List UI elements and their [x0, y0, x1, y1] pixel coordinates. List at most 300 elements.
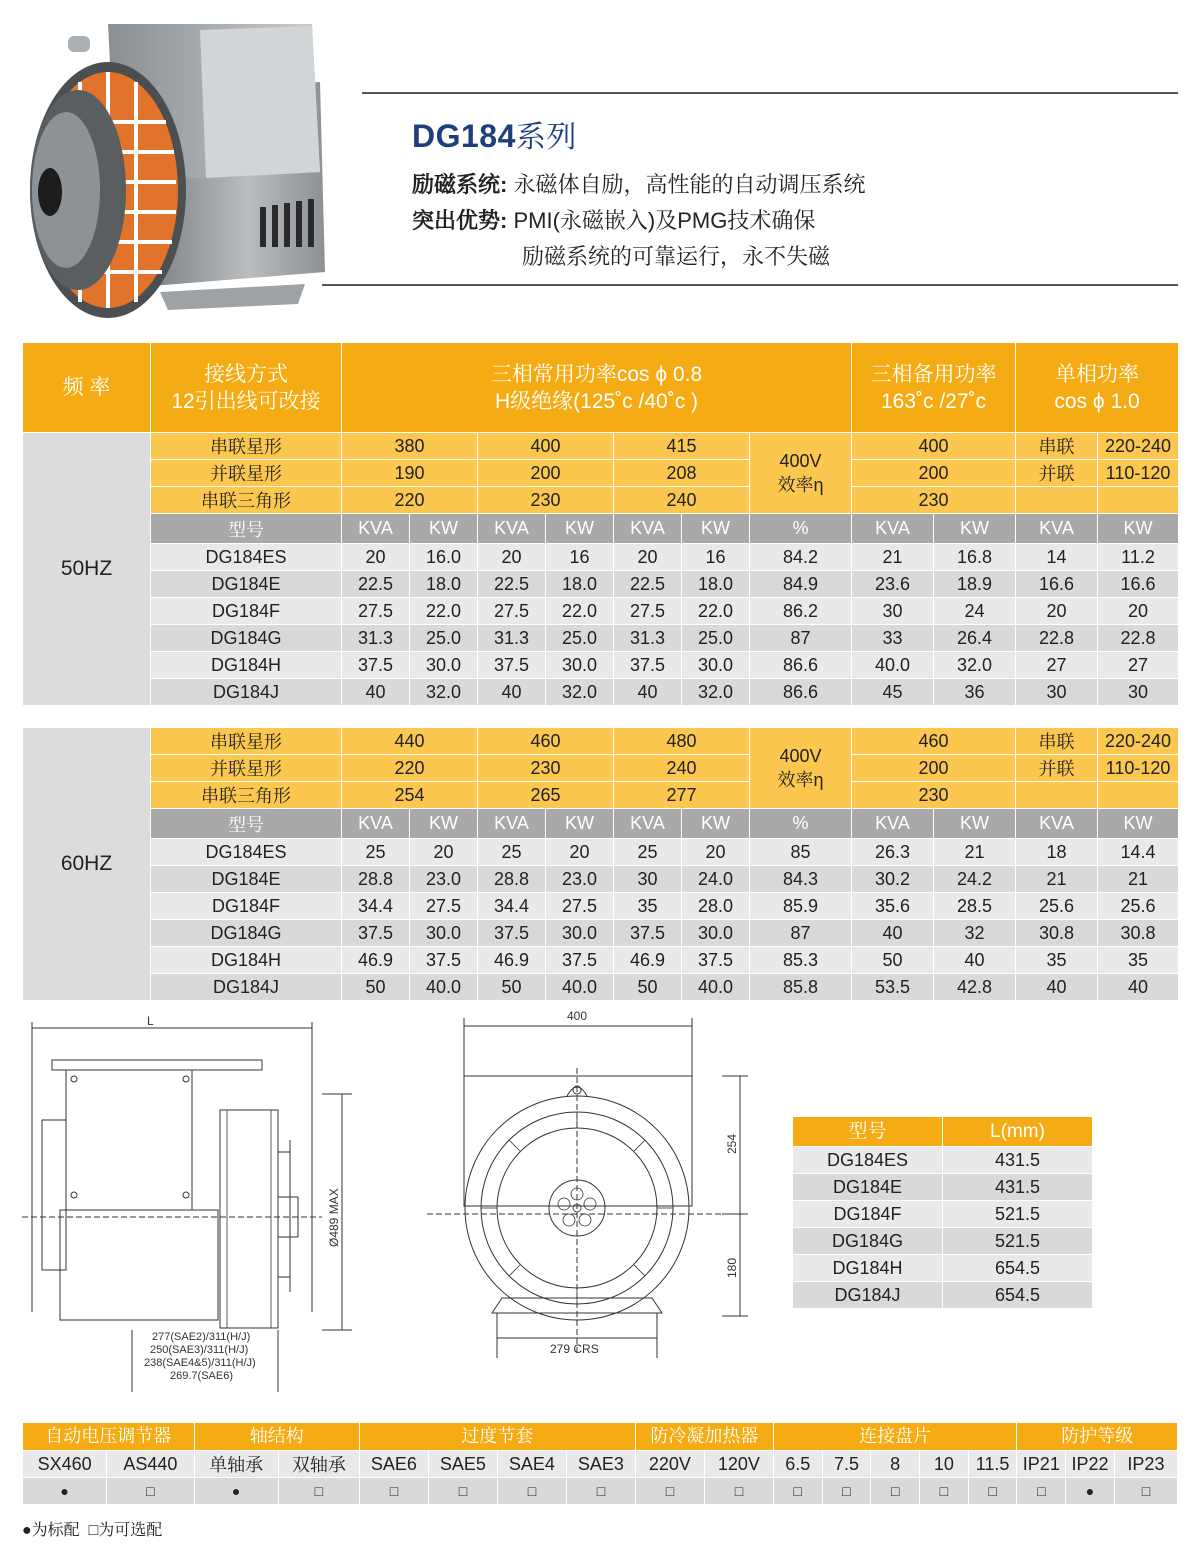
- table-cell: 28.8: [342, 866, 410, 893]
- subheader-kw: KW: [1098, 809, 1179, 839]
- table-cell: 22.0: [682, 598, 750, 625]
- table-cell: 46.9: [342, 947, 410, 974]
- table-cell: 20: [682, 839, 750, 866]
- table-cell: 27: [1098, 652, 1179, 679]
- header-connection: 接线方式 12引出线可改接: [151, 343, 342, 433]
- table-cell: 50: [852, 947, 934, 974]
- subheader-kw: KW: [934, 809, 1016, 839]
- table-cell: 86.2: [750, 598, 852, 625]
- table-cell: 22.5: [342, 571, 410, 598]
- subheader-kva: KVA: [342, 514, 410, 544]
- single-phase-connection: 串联: [1016, 433, 1098, 460]
- table-cell: 25: [614, 839, 682, 866]
- dim-L: L: [147, 1014, 154, 1028]
- table-cell: 25.0: [682, 625, 750, 652]
- legend-optional: □为可选配: [88, 1522, 163, 1539]
- header-standby-power: 三相备用功率 163˚c /27˚c: [852, 343, 1016, 433]
- table-cell: 30.0: [546, 920, 614, 947]
- dim-400: 400: [567, 1009, 588, 1023]
- table-cell: 37.5: [546, 947, 614, 974]
- connection-type: 串联星形: [151, 728, 342, 755]
- table-cell: 16.6: [1016, 571, 1098, 598]
- note-sae3: 250(SAE3)/311(H/J): [150, 1344, 249, 1356]
- table-cell: 87: [750, 625, 852, 652]
- option-item: 10: [920, 1451, 969, 1478]
- table-cell: 28.8: [478, 866, 546, 893]
- single-phase-connection: 并联: [1016, 755, 1098, 782]
- excitation-line: 励磁系统: 永磁体自励，高性能的自动调压系统: [412, 172, 866, 197]
- option-mark: □: [566, 1478, 635, 1505]
- table-cell: 16.8: [934, 544, 1016, 571]
- table-cell: 46.9: [478, 947, 546, 974]
- option-item: IP21: [1017, 1451, 1066, 1478]
- table-cell: 20: [546, 839, 614, 866]
- option-item: 双轴承: [278, 1451, 359, 1478]
- table-cell: 37.5: [342, 920, 410, 947]
- table-cell: 18.0: [546, 571, 614, 598]
- length-model: DG184G: [793, 1228, 943, 1255]
- connection-type: 串联星形: [151, 433, 342, 460]
- subheader-kw: KW: [410, 514, 478, 544]
- subheader-kva: KVA: [614, 809, 682, 839]
- table-cell: 37.5: [478, 920, 546, 947]
- table-cell: 30.2: [852, 866, 934, 893]
- table-cell: 14.4: [1098, 839, 1179, 866]
- table-cell: 34.4: [478, 893, 546, 920]
- option-item: SAE3: [566, 1451, 635, 1478]
- length-model: DG184J: [793, 1282, 943, 1309]
- single-phase-voltage: [1098, 487, 1179, 514]
- option-mark: □: [278, 1478, 359, 1505]
- table-cell: 11.2: [1098, 544, 1179, 571]
- table-cell: 34.4: [342, 893, 410, 920]
- model-name: DG184J: [151, 974, 342, 1001]
- table-cell: 40.0: [546, 974, 614, 1001]
- voltage-value: 415: [614, 433, 750, 460]
- table-cell: 27.5: [614, 598, 682, 625]
- table-cell: 85.8: [750, 974, 852, 1001]
- option-mark: ●: [194, 1478, 278, 1505]
- table-cell: 35: [614, 893, 682, 920]
- table-cell: 27.5: [478, 598, 546, 625]
- model-name: DG184J: [151, 679, 342, 706]
- header-rule-top: [362, 92, 1178, 94]
- table-cell: 24.0: [682, 866, 750, 893]
- table-cell: 40: [934, 947, 1016, 974]
- table-cell: 16: [546, 544, 614, 571]
- option-item: SAE6: [359, 1451, 428, 1478]
- table-cell: 40: [852, 920, 934, 947]
- voltage-value: 277: [614, 782, 750, 809]
- table-cell: 18: [1016, 839, 1098, 866]
- front-view-drawing: [422, 1008, 762, 1368]
- table-cell: 40: [478, 679, 546, 706]
- option-mark: □: [1114, 1478, 1177, 1505]
- table-cell: 32: [934, 920, 1016, 947]
- subheader-kw: KW: [934, 514, 1016, 544]
- voltage-value: 220: [342, 755, 478, 782]
- voltage-value: 254: [342, 782, 478, 809]
- subheader-kva: KVA: [1016, 514, 1098, 544]
- table-cell: 21: [1016, 866, 1098, 893]
- option-mark: □: [773, 1478, 822, 1505]
- table-cell: 22.0: [410, 598, 478, 625]
- model-name: DG184E: [151, 571, 342, 598]
- table-cell: 31.3: [478, 625, 546, 652]
- table-cell: 18.0: [682, 571, 750, 598]
- table-cell: 21: [934, 839, 1016, 866]
- table-cell: 84.2: [750, 544, 852, 571]
- table-cell: 40.0: [682, 974, 750, 1001]
- option-mark: ●: [1066, 1478, 1115, 1505]
- subheader-kw: KW: [546, 514, 614, 544]
- subheader-kva: KVA: [614, 514, 682, 544]
- voltage-value: 220: [342, 487, 478, 514]
- block-60hz: [23, 728, 1179, 1001]
- table-cell: 85.3: [750, 947, 852, 974]
- table-cell: 40: [342, 679, 410, 706]
- table-cell: 32.0: [410, 679, 478, 706]
- length-value: 654.5: [943, 1282, 1093, 1309]
- note-sae6: 269.7(SAE6): [170, 1370, 233, 1382]
- table-cell: 35: [1098, 947, 1179, 974]
- table-cell: 22.8: [1016, 625, 1098, 652]
- model-name: DG184H: [151, 947, 342, 974]
- single-phase-voltage: 110-120: [1098, 460, 1179, 487]
- model-name: DG184ES: [151, 839, 342, 866]
- table-cell: 25.6: [1016, 893, 1098, 920]
- voltage-value: 460: [478, 728, 614, 755]
- option-mark: □: [428, 1478, 497, 1505]
- option-item: 单轴承: [194, 1451, 278, 1478]
- voltage-value: 400: [478, 433, 614, 460]
- table-cell: 53.5: [852, 974, 934, 1001]
- option-mark: ●: [23, 1478, 107, 1505]
- option-mark: □: [635, 1478, 704, 1505]
- model-name: DG184F: [151, 893, 342, 920]
- header-single-phase: 单相功率 cos ϕ 1.0: [1016, 343, 1179, 433]
- single-phase-voltage: 220-240: [1098, 728, 1179, 755]
- option-item: IP23: [1114, 1451, 1177, 1478]
- subheader-model: 型号: [151, 809, 342, 839]
- header-frequency: 频 率: [23, 343, 151, 433]
- table-cell: 37.5: [342, 652, 410, 679]
- table-cell: 14: [1016, 544, 1098, 571]
- table-cell: 30.0: [546, 652, 614, 679]
- voltage-value: 240: [614, 487, 750, 514]
- option-mark: □: [359, 1478, 428, 1505]
- table-cell: 37.5: [478, 652, 546, 679]
- option-item: AS440: [107, 1451, 194, 1478]
- standby-voltage: 400: [852, 433, 1016, 460]
- subheader-kw: KW: [410, 809, 478, 839]
- table-cell: 22.8: [1098, 625, 1179, 652]
- table-cell: 37.5: [682, 947, 750, 974]
- length-value: 431.5: [943, 1174, 1093, 1201]
- table-cell: 50: [478, 974, 546, 1001]
- table-cell: 25.0: [546, 625, 614, 652]
- efficiency-voltage: 400V: [779, 451, 822, 471]
- side-view-drawing: [22, 1012, 362, 1402]
- table-cell: 33: [852, 625, 934, 652]
- length-model: DG184F: [793, 1201, 943, 1228]
- table-cell: 23.6: [852, 571, 934, 598]
- efficiency-note: [750, 728, 852, 809]
- header-prime-power: 三相常用功率cos ϕ 0.8 H级绝缘(125˚c /40˚c ): [342, 343, 852, 433]
- efficiency-label: 效率η: [777, 770, 824, 790]
- option-mark: □: [822, 1478, 871, 1505]
- table-cell: 30.0: [682, 652, 750, 679]
- block-50hz: [23, 433, 1179, 706]
- dim-diameter: Ø489 MAX: [327, 1188, 341, 1247]
- table-cell: 23.0: [546, 866, 614, 893]
- subheader-kva: KVA: [342, 809, 410, 839]
- option-item: SAE4: [497, 1451, 566, 1478]
- table-cell: 20: [478, 544, 546, 571]
- standby-voltage: 230: [852, 782, 1016, 809]
- frequency-label: 50HZ: [23, 433, 151, 706]
- table-cell: 27: [1016, 652, 1098, 679]
- voltage-value: 230: [478, 755, 614, 782]
- table-cell: 30: [852, 598, 934, 625]
- header-rule-bottom: [322, 284, 1178, 286]
- table-cell: 46.9: [614, 947, 682, 974]
- option-item: 6.5: [773, 1451, 822, 1478]
- efficiency-note: [750, 433, 852, 514]
- options-table: [22, 1422, 1178, 1505]
- length-model: DG184E: [793, 1174, 943, 1201]
- table-cell: 20: [410, 839, 478, 866]
- table-cell: 86.6: [750, 679, 852, 706]
- table-cell: 25: [478, 839, 546, 866]
- option-group-header: 防护等级: [1017, 1423, 1178, 1451]
- connection-type: 串联三角形: [151, 782, 342, 809]
- dim-180: 180: [725, 1257, 739, 1278]
- table-cell: 23.0: [410, 866, 478, 893]
- table-cell: 20: [614, 544, 682, 571]
- voltage-value: 208: [614, 460, 750, 487]
- voltage-value: 265: [478, 782, 614, 809]
- block-spacer: [23, 706, 1179, 728]
- table-cell: 27.5: [546, 893, 614, 920]
- table-cell: 31.3: [342, 625, 410, 652]
- option-group-header: 防冷凝加热器: [635, 1423, 773, 1451]
- table-cell: 22.0: [546, 598, 614, 625]
- voltage-value: 380: [342, 433, 478, 460]
- option-mark: □: [497, 1478, 566, 1505]
- table-cell: 40.0: [410, 974, 478, 1001]
- option-group-header: 连接盘片: [773, 1423, 1017, 1451]
- standby-voltage: 230: [852, 487, 1016, 514]
- subheader-model: 型号: [151, 514, 342, 544]
- table-cell: 30: [1016, 679, 1098, 706]
- table-cell: 30: [1098, 679, 1179, 706]
- table-cell: 25.0: [410, 625, 478, 652]
- option-item: 220V: [635, 1451, 704, 1478]
- table-cell: 26.3: [852, 839, 934, 866]
- model-name: DG184F: [151, 598, 342, 625]
- length-value: 431.5: [943, 1147, 1093, 1174]
- table-cell: 30.0: [410, 920, 478, 947]
- series-title: DG184系列: [412, 118, 577, 154]
- table-cell: 24.2: [934, 866, 1016, 893]
- single-phase-connection: [1016, 782, 1098, 809]
- model-name: DG184ES: [151, 544, 342, 571]
- table-cell: 28.5: [934, 893, 1016, 920]
- option-item: 7.5: [822, 1451, 871, 1478]
- subheader-kva: KVA: [1016, 809, 1098, 839]
- subheader-pct: %: [750, 809, 852, 839]
- subheader-kw: KW: [682, 514, 750, 544]
- subheader-kw: KW: [1098, 514, 1179, 544]
- table-cell: 50: [342, 974, 410, 1001]
- table-cell: 18.0: [410, 571, 478, 598]
- table-cell: 84.9: [750, 571, 852, 598]
- connection-type: 串联三角形: [151, 487, 342, 514]
- table-cell: 27.5: [410, 893, 478, 920]
- single-phase-connection: 并联: [1016, 460, 1098, 487]
- table-cell: 35.6: [852, 893, 934, 920]
- subheader-pct: %: [750, 514, 852, 544]
- single-phase-connection: 串联: [1016, 728, 1098, 755]
- standby-voltage: 460: [852, 728, 1016, 755]
- table-cell: 37.5: [614, 920, 682, 947]
- table-cell: 40: [614, 679, 682, 706]
- length-value: 521.5: [943, 1201, 1093, 1228]
- connection-type: 并联星形: [151, 755, 342, 782]
- subheader-kva: KVA: [852, 514, 934, 544]
- length-table: [792, 1116, 1093, 1309]
- voltage-value: 200: [478, 460, 614, 487]
- advantage-line-2: 励磁系统的可靠运行，永不失磁: [522, 244, 831, 269]
- table-cell: 25.6: [1098, 893, 1179, 920]
- model-name: DG184E: [151, 866, 342, 893]
- table-cell: 40.0: [852, 652, 934, 679]
- standby-voltage: 200: [852, 755, 1016, 782]
- legend-standard: ●为标配: [22, 1522, 80, 1539]
- table-cell: 22.5: [614, 571, 682, 598]
- single-phase-voltage: [1098, 782, 1179, 809]
- table-cell: 21: [1098, 866, 1179, 893]
- option-item: 11.5: [968, 1451, 1017, 1478]
- table-cell: 30.8: [1098, 920, 1179, 947]
- table-cell: 20: [1016, 598, 1098, 625]
- single-phase-connection: [1016, 487, 1098, 514]
- table-cell: 25: [342, 839, 410, 866]
- option-mark: □: [920, 1478, 969, 1505]
- table-cell: 18.9: [934, 571, 1016, 598]
- option-group-header: 轴结构: [194, 1423, 359, 1451]
- table-cell: 30: [614, 866, 682, 893]
- table-cell: 32.0: [546, 679, 614, 706]
- table-cell: 30.8: [1016, 920, 1098, 947]
- subheader-kva: KVA: [478, 514, 546, 544]
- single-phase-voltage: 220-240: [1098, 433, 1179, 460]
- voltage-value: 240: [614, 755, 750, 782]
- table-cell: 27.5: [342, 598, 410, 625]
- efficiency-voltage: 400V: [779, 746, 822, 766]
- note-sae2: 277(SAE2)/311(H/J): [152, 1331, 251, 1343]
- length-header-model: 型号: [793, 1117, 943, 1147]
- table-cell: 37.5: [410, 947, 478, 974]
- table-cell: 16.0: [410, 544, 478, 571]
- option-item: 120V: [704, 1451, 773, 1478]
- table-cell: 40: [1016, 974, 1098, 1001]
- voltage-value: 440: [342, 728, 478, 755]
- table-cell: 37.5: [614, 652, 682, 679]
- subheader-kw: KW: [546, 809, 614, 839]
- table-cell: 20: [1098, 598, 1179, 625]
- table-cell: 31.3: [614, 625, 682, 652]
- voltage-value: 190: [342, 460, 478, 487]
- model-name: DG184H: [151, 652, 342, 679]
- option-item: SX460: [23, 1451, 107, 1478]
- table-cell: 40: [1098, 974, 1179, 1001]
- single-phase-voltage: 110-120: [1098, 755, 1179, 782]
- table-cell: 36: [934, 679, 1016, 706]
- option-mark: □: [871, 1478, 920, 1505]
- length-model: DG184ES: [793, 1147, 943, 1174]
- table-cell: 84.3: [750, 866, 852, 893]
- dim-254: 254: [725, 1133, 739, 1154]
- length-header-L: L(mm): [943, 1117, 1093, 1147]
- model-name: DG184G: [151, 920, 342, 947]
- table-cell: 85: [750, 839, 852, 866]
- table-cell: 21: [852, 544, 934, 571]
- table-cell: 30.0: [410, 652, 478, 679]
- table-cell: 22.5: [478, 571, 546, 598]
- option-item: IP22: [1066, 1451, 1115, 1478]
- table-cell: 28.0: [682, 893, 750, 920]
- table-cell: 85.9: [750, 893, 852, 920]
- note-sae45: 238(SAE4&5)/311(H/J): [144, 1357, 256, 1369]
- table-cell: 20: [342, 544, 410, 571]
- voltage-value: 230: [478, 487, 614, 514]
- efficiency-label: 效率η: [777, 475, 824, 495]
- spec-table: [22, 342, 1179, 1001]
- table-cell: 86.6: [750, 652, 852, 679]
- dim-crs: 279 CRS: [550, 1342, 599, 1356]
- option-group-header: 过度节套: [359, 1423, 635, 1451]
- table-cell: 16.6: [1098, 571, 1179, 598]
- subheader-kw: KW: [682, 809, 750, 839]
- subheader-kva: KVA: [852, 809, 934, 839]
- advantage-line: 突出优势: PMI(永磁嵌入)及PMG技术确保: [412, 208, 816, 233]
- table-cell: 32.0: [934, 652, 1016, 679]
- option-mark: □: [1017, 1478, 1066, 1505]
- length-value: 654.5: [943, 1255, 1093, 1282]
- option-group-header: 自动电压调节器: [23, 1423, 195, 1451]
- table-cell: 26.4: [934, 625, 1016, 652]
- table-cell: 24: [934, 598, 1016, 625]
- length-model: DG184H: [793, 1255, 943, 1282]
- standby-voltage: 200: [852, 460, 1016, 487]
- table-cell: 87: [750, 920, 852, 947]
- option-item: 8: [871, 1451, 920, 1478]
- connection-type: 并联星形: [151, 460, 342, 487]
- legend: [22, 1517, 162, 1540]
- table-cell: 16: [682, 544, 750, 571]
- option-mark: □: [107, 1478, 194, 1505]
- table-cell: 45: [852, 679, 934, 706]
- table-cell: 30.0: [682, 920, 750, 947]
- option-item: SAE5: [428, 1451, 497, 1478]
- subheader-kva: KVA: [478, 809, 546, 839]
- voltage-value: 480: [614, 728, 750, 755]
- length-value: 521.5: [943, 1228, 1093, 1255]
- table-cell: 35: [1016, 947, 1098, 974]
- option-mark: □: [704, 1478, 773, 1505]
